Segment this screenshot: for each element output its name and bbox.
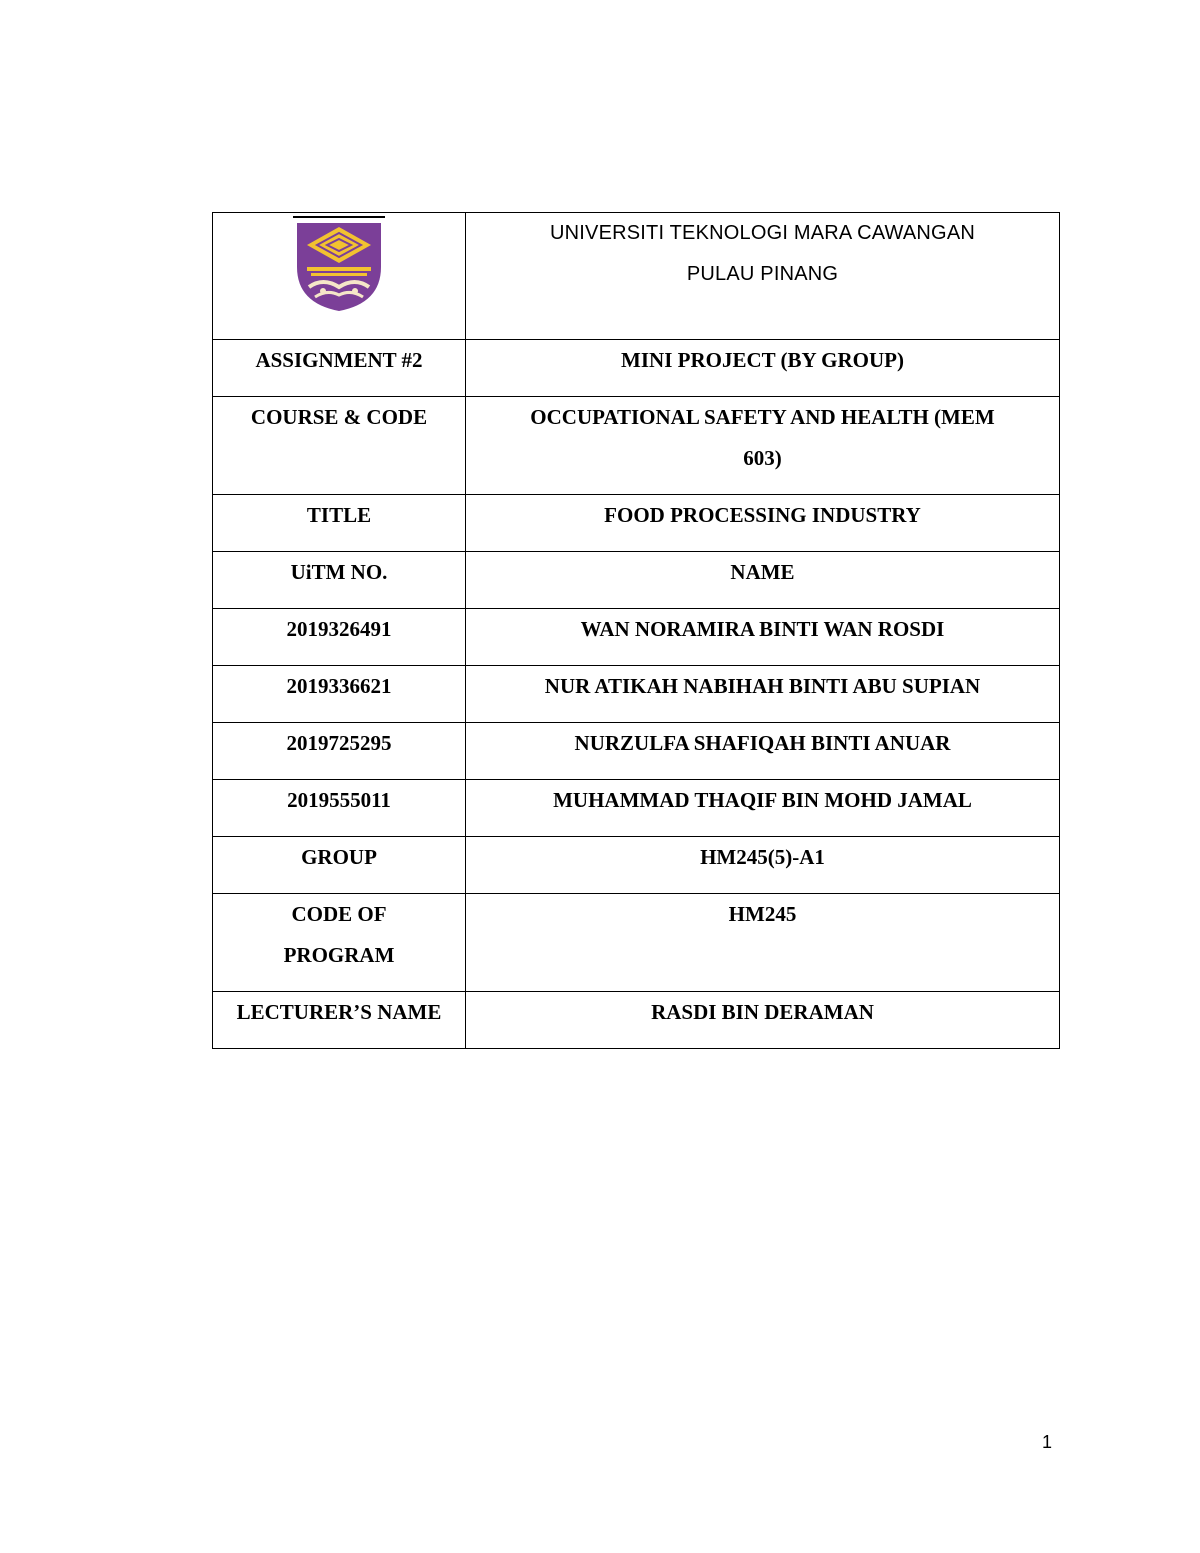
title-value: FOOD PROCESSING INDUSTRY [466,495,1060,552]
member-name: MUHAMMAD THAQIF BIN MOHD JAMAL [466,780,1060,837]
member-name: NURZULFA SHAFIQAH BINTI ANUAR [466,723,1060,780]
course-value-line2: 603) [743,446,782,470]
group-value: HM245(5)-A1 [466,837,1060,894]
member-row [213,723,1060,780]
member-id: 2019555011 [213,780,466,837]
lecturer-value: RASDI BIN DERAMAN [466,992,1060,1049]
member-id: 2019336621 [213,666,466,723]
assignment-row [213,340,1060,397]
title-row [213,495,1060,552]
course-value-line1: OCCUPATIONAL SAFETY AND HEALTH (MEM [530,405,995,429]
members-header-row [213,552,1060,609]
lecturer-row [213,992,1060,1049]
program-row [213,894,1060,992]
member-name: NUR ATIKAH NABIHAH BINTI ABU SUPIAN [466,666,1060,723]
title-label: TITLE [213,495,466,552]
course-label: COURSE & CODE [213,397,466,495]
university-name-line1: UNIVERSITI TEKNOLOGI MARA CAWANGAN [549,222,975,244]
cover-info-table [212,212,1060,1049]
uitm-no-header: UiTM NO. [213,552,466,609]
member-row [213,780,1060,837]
course-row [213,397,1060,495]
logo-cell [213,213,466,340]
university-header-row [213,213,1060,340]
program-label [213,894,466,992]
member-row [213,609,1060,666]
group-row [213,837,1060,894]
course-value [466,397,1060,495]
assignment-value: MINI PROJECT (BY GROUP) [466,340,1060,397]
name-header: NAME [466,552,1060,609]
uitm-crest-icon [293,215,385,315]
program-label-line2: PROGRAM [283,943,395,967]
university-name-line2: PULAU PINANG [686,263,839,285]
program-value: HM245 [466,894,1060,992]
page-number: 1 [1042,1432,1053,1452]
group-label: GROUP [213,837,466,894]
lecturer-label: LECTURER’S NAME [213,992,466,1049]
assignment-label: ASSIGNMENT #2 [213,340,466,397]
university-name-cell [466,213,1060,340]
program-label-line1: CODE OF [291,902,387,926]
member-name: WAN NORAMIRA BINTI WAN ROSDI [466,609,1060,666]
member-id: 2019326491 [213,609,466,666]
member-id: 2019725295 [213,723,466,780]
member-row [213,666,1060,723]
